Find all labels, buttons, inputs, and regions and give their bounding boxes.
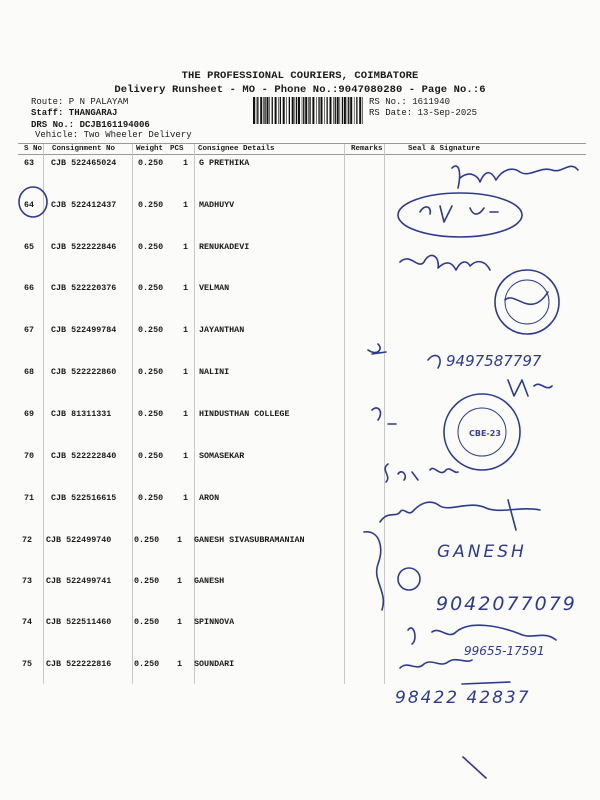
row-pcs: 1 — [183, 451, 189, 461]
handwritten-phone-row-75: 98422 42837 — [395, 688, 531, 708]
row-sno: 75 — [22, 659, 33, 669]
row-consignee: NALINI — [199, 367, 230, 377]
row-consignee: JAYANTHAN — [199, 325, 245, 335]
row-weight: 0.250 — [138, 242, 164, 252]
row-consignee: ARON — [199, 493, 220, 503]
signature-row-64-oval — [398, 193, 522, 237]
row-pcs: 1 — [177, 535, 183, 545]
row-sno: 65 — [24, 242, 35, 252]
row-pcs: 1 — [183, 493, 189, 503]
row-weight: 0.250 — [134, 617, 160, 627]
signature-row-74 — [408, 625, 556, 644]
remark-row-67 — [368, 344, 386, 354]
row-consignment: CJB 522499784 — [51, 325, 117, 335]
col-pcs: PCS — [170, 145, 184, 153]
row-sno: 66 — [24, 283, 35, 293]
row-consignee: GANESH — [194, 576, 225, 586]
bottom-check-mark — [463, 757, 486, 778]
rs-number: RS No.: 1611940 — [369, 97, 451, 107]
handwritten-name-row-72: GANESH — [437, 542, 527, 562]
row-sno: 71 — [24, 493, 35, 503]
row-weight: 0.250 — [134, 535, 160, 545]
row-consignee: RENUKADEVI — [199, 242, 250, 252]
runsheet-title: Delivery Runsheet - MO - Phone No.:9047080280 - Page No.:6 — [114, 84, 486, 96]
row-weight: 0.250 — [138, 451, 164, 461]
signature-row-63 — [452, 166, 578, 188]
signature-row-64 — [420, 206, 498, 222]
row-weight: 0.250 — [138, 158, 164, 168]
row-pcs: 1 — [183, 409, 189, 419]
row-sno: 72 — [22, 535, 33, 545]
row-weight: 0.250 — [138, 283, 164, 293]
row-pcs: 1 — [183, 367, 189, 377]
row-sno: 64 — [24, 200, 35, 210]
row-consignment: CJB 522499741 — [46, 576, 112, 586]
row-pcs: 1 — [177, 576, 183, 586]
company-title: THE PROFESSIONAL COURIERS, COIMBATORE — [181, 70, 419, 82]
rs-date: RS Date: 13-Sep-2025 — [369, 108, 478, 118]
row-sno: 74 — [22, 617, 33, 627]
signature-row-65 — [400, 255, 490, 270]
handwritten-phone-row-73: 9042077079 — [436, 593, 577, 615]
row-consignee: VELMAN — [199, 283, 230, 293]
row-consignee: MADHUYV — [199, 200, 235, 210]
row-sno: 69 — [24, 409, 35, 419]
row-weight: 0.250 — [134, 659, 160, 669]
row-sno: 68 — [24, 367, 35, 377]
row-consignment: CJB 522222846 — [51, 242, 117, 252]
row-sno: 70 — [24, 451, 35, 461]
signature-row-69 — [372, 408, 396, 424]
row-pcs: 1 — [177, 617, 183, 627]
row-consignment: CJB 522222816 — [46, 659, 112, 669]
row-consignment: CJB 522516615 — [51, 493, 117, 503]
row-consignment: CJB 522222840 — [51, 451, 117, 461]
row-consignee: SPINNOVA — [194, 617, 235, 627]
row-consignment: CJB 522412437 — [51, 200, 117, 210]
col-seal: Seal & Signature — [408, 145, 481, 153]
signature-row-71 — [380, 500, 540, 530]
route-label: Route: P N PALAYAM — [31, 97, 129, 107]
row-weight: 0.250 — [134, 576, 160, 586]
row-pcs: 1 — [183, 200, 189, 210]
row-consignee: GANESH SIVASUBRAMANIAN — [194, 535, 305, 545]
signature-row-67 — [428, 355, 440, 368]
row-consignment: CJB 522220376 — [51, 283, 117, 293]
circled-serial-mark — [19, 187, 47, 217]
row-consignment: CJB 522499740 — [46, 535, 112, 545]
col-sno: S No — [24, 145, 43, 153]
row-weight: 0.250 — [138, 493, 164, 503]
row-consignee: HINDUSTHAN COLLEGE — [199, 409, 290, 419]
drs-label: DRS No.: DCJB161194006 — [31, 120, 150, 130]
signature-row-68 — [508, 380, 552, 396]
stamp-row-66-inner — [505, 280, 549, 324]
row-consignee: SOMASEKAR — [199, 451, 245, 461]
signature-row-70 — [385, 464, 458, 482]
row-sno: 67 — [24, 325, 35, 335]
row-consignee: SOUNDARI — [194, 659, 235, 669]
college-stamp-code: CBE-23 — [469, 429, 501, 438]
col-weight: Weight — [136, 145, 164, 153]
row-consignment: CJB 522465024 — [51, 158, 117, 168]
row-sno: 63 — [24, 158, 35, 168]
col-consignment: Consignment No — [52, 145, 116, 153]
row-consignee: G PRETHIKA — [199, 158, 250, 168]
row-sno: 73 — [22, 576, 33, 586]
row-pcs: 1 — [183, 158, 189, 168]
row-consignment: CJB 522222860 — [51, 367, 117, 377]
row-pcs: 1 — [183, 325, 189, 335]
row-pcs: 1 — [177, 659, 183, 669]
row-weight: 0.250 — [138, 367, 164, 377]
row-consignment: CJB 522511460 — [46, 617, 112, 627]
handwritten-phone-row-67: 9497587797 — [446, 352, 542, 370]
signature-row-75-strike — [462, 682, 510, 684]
signature-row-75 — [400, 660, 472, 668]
row-weight: 0.250 — [138, 409, 164, 419]
vehicle-label: Vehicle: Two Wheeler Delivery — [35, 130, 192, 140]
row-pcs: 1 — [183, 242, 189, 252]
circled-two-mark — [398, 568, 420, 590]
staff-label: Staff: THANGARAJ — [31, 108, 118, 118]
col-remarks: Remarks — [351, 145, 383, 153]
col-consignee: Consignee Details — [198, 145, 275, 153]
row-pcs: 1 — [183, 283, 189, 293]
row-consignment: CJB 81311331 — [51, 409, 112, 419]
stamp-row-66-scrawl — [505, 292, 548, 304]
handwritten-phone-row-74: 99655-17591 — [464, 644, 545, 658]
bracket-rows-72-73 — [364, 532, 383, 610]
row-weight: 0.250 — [138, 325, 164, 335]
row-weight: 0.250 — [138, 200, 164, 210]
